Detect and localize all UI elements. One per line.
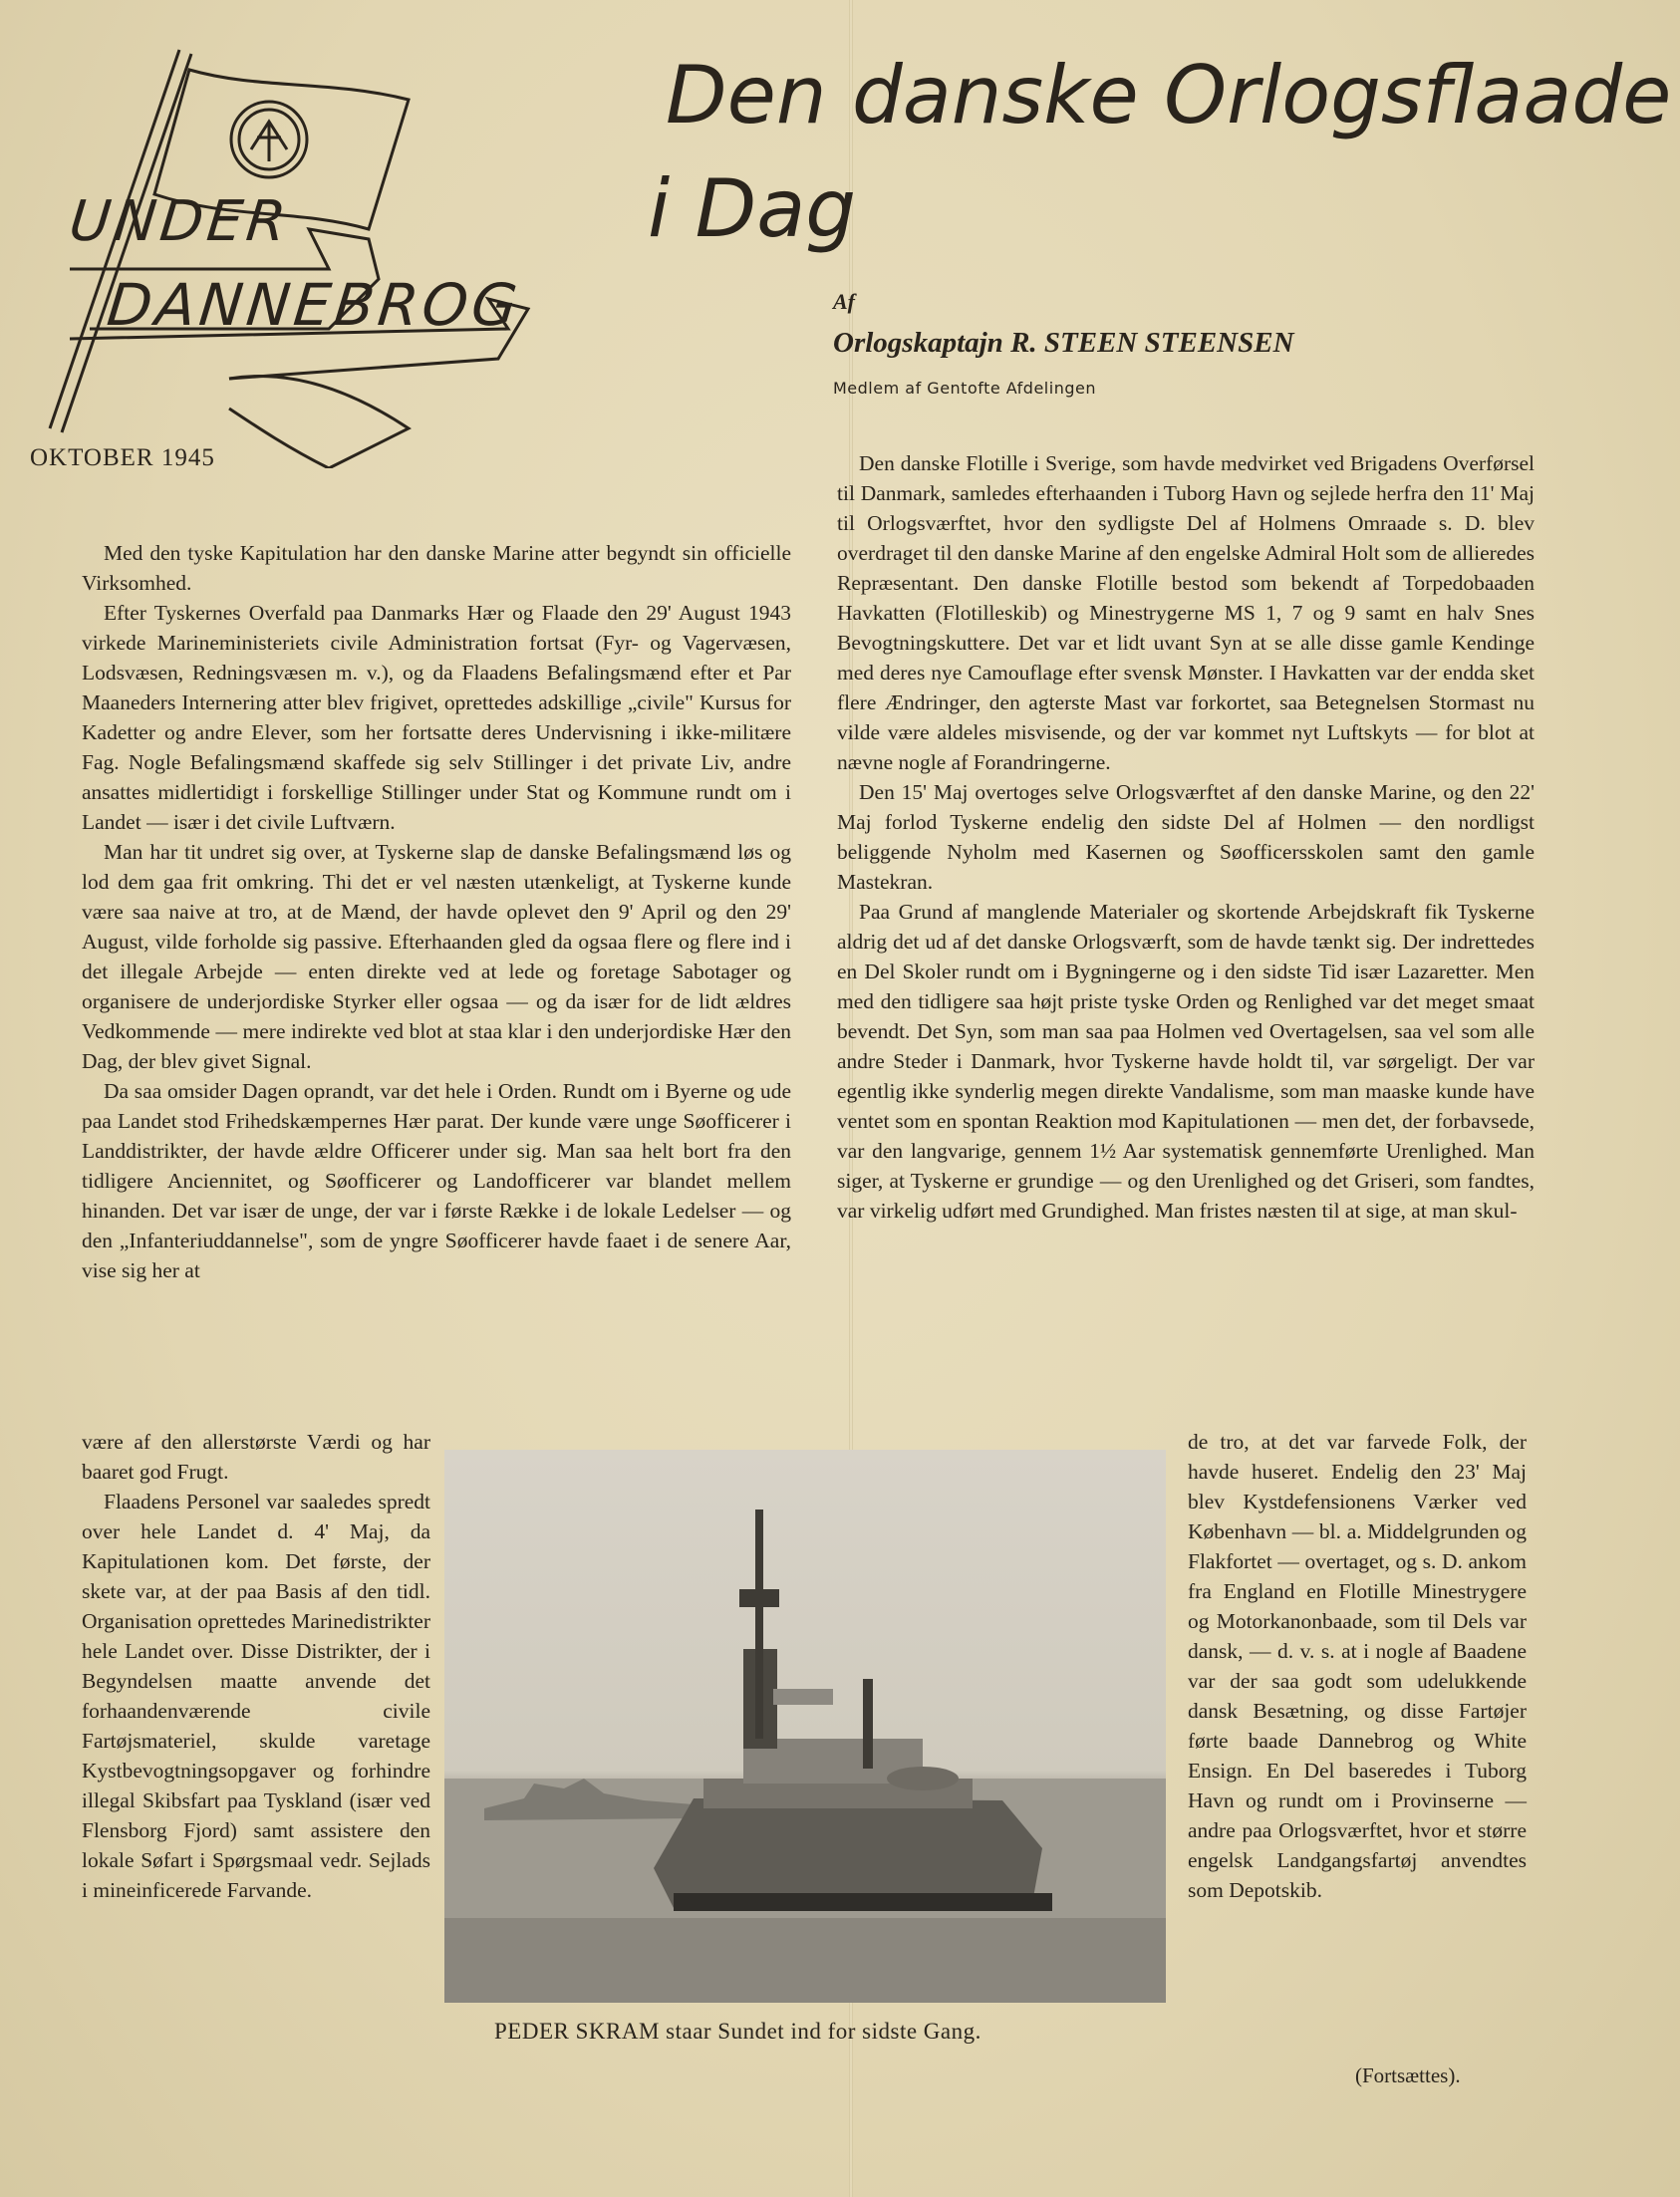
logo-under: UNDER — [66, 189, 293, 254]
left-column — [82, 538, 791, 1285]
right-column — [837, 448, 1535, 1226]
paragraph: Man har tit undret sig over, at Tyskerne slap de danske Befalingsmænd løs og lod dem gaa frit omkring. Thi det er vel næsten utænkeligt, at Tyskerne kunde være saa naive at tro, at de Mænd, der havde oplevet den 9' April og den 29' August, vilde forholde sig passive. Efterhaanden gled da ogsaa flere og flere ind i det illegale Arbejde — enten direkte ved at lede og foretage Sabotager og organisere de underjordiske Styrker eller ogsaa — og da især for de lidt ældres Vedkommende — mere indirekte ved blot at staa klar i den underjordiske Hær den Dag, der blev givet Signal. — [82, 840, 791, 1073]
paragraph: Paa Grund af manglende Materialer og skortende Arbejdskraft fik Tyskerne aldrig det ud af det danske Orlogsværft, som de havde tænkt sig. Der indrettedes en Del Skoler rundt om i Bygningerne og i den sidste Tid især Lazaretter. Men med den tidligere saa højt priste tyske Orden og Renlighed var det meget smaat bevendt. Det Syn, som man saa paa Holmen ved Overtagelsen, saa vel som alle andre Steder i Danmark, hvor Tyskerne havde holdt til, var sørgeligt. Der var egentlig ikke synderlig megen direkte Vandalisme, som man maaske kunde have ventet som en spontan Reaktion mod Kapitulationen — men det, der forbavsede, var den langvarige, gennem 1½ Aar systematisk gennemførte Urenlighed. Man siger, at Tyskerne er grundige — og den Urenlighed og det Griseri, som fandtes, var virkelig udført med Grundighed. Man fristes næsten til at sige, at man skul- — [837, 900, 1535, 1223]
author-note: Medlem af Gentofte Afdelingen — [833, 379, 1096, 398]
right-narrow-column — [1188, 1427, 1527, 1905]
paragraph: være af den allerstørste Værdi og har baaret god Frugt. — [82, 1430, 430, 1484]
issue-date: OKTOBER 1945 — [30, 444, 215, 471]
logo-dannebrog: DANNEBROG — [104, 271, 525, 339]
paragraph: Den danske Flotille i Sverige, som havde medvirket ved Brigadens Overførsel til Danmark, samledes efterhaanden i Tuborg Havn og sejlede herfra den 11' Maj til Orlogsværftet, hvor den sydligste Del af Holmens Omraade s. D. blev overdraget til den danske Marine af den engelske Admiral Holt som de allieredes Repræsentant. Den danske Flotille bestod som bekendt af Torpedobaaden Havkatten (Flotilleskib) og Minestrygerne MS 1, 7 og 9 samt en halv Snes Bevogtningskuttere. Det var et lidt uvant Syn at se alle disse gamle Kendinge med deres nye Camouflage efter svensk Mønster. I Havkatten var der endda sket flere Ændringer, den agterste Mast var forkortet, saa Betegnelsen Stormast nu vilde være aldeles misvisende, og der var kommet nyt Luftskyts — for blot at nævne nogle af Forandringerne. — [837, 451, 1535, 774]
paragraph: Flaadens Personel var saaledes spredt over hele Landet d. 4' Maj, da Kapitulationen kom. Det første, der skete var, at der paa Basis af den tidl. Organisation oprettedes Marinedistrikter hele Landet over. Disse Distrikter, der i Begyndelsen maatte anvende det forhaandenværende civile Fartøjsmateriel, skulde varetage Kystbevogtningsopgaver og forhindre illegal Skibsfart paa Tyskland (især ved Flensborg Fjord) samt assistere den lokale Søfart i Spørgsmaal vedr. Sejlads i mineinficerede Farvande. — [82, 1490, 430, 1902]
paragraph: Den 15' Maj overtoges selve Orlogsværftet af den danske Marine, og den 22' Maj forlod Tyskerne endelig den sidste Del af Holmen — den nordligst beliggende Nyholm med Kasernen og Søofficersskolen samt den gamle Mastekran. — [837, 780, 1535, 894]
left-narrow-column — [82, 1427, 430, 1905]
paragraph: de tro, at det var farvede Folk, der havde huseret. Endelig den 23' Maj blev Kystdefensionens Værker ved København — bl. a. Middelgrunden og Flakfortet — overtaget, og s. D. ankom fra England en Flotille Minestrygere og Motorkanonbaade, som til Dels var dansk, — d. v. s. at i nogle af Baadene var der saa godt som udelukkende dansk Besætning, og disse Fartøjer førte baade Dannebrog og White Ensign. En Del baseredes i Tuborg Havn og rundt om i Provinserne — andre paa Orlogsværftet, hvor et større engelsk Landgangsfartøj anvendtes som Depotskib. — [1188, 1430, 1527, 1902]
masthead-logo — [30, 30, 548, 468]
continued-note: (Fortsættes). — [1355, 2063, 1461, 2087]
paragraph: Efter Tyskernes Overfald paa Danmarks Hær og Flaade den 29' August 1943 virkede Marineministeriets civile Administration fortsat (Fyr- og Vagervæsen, Lodsvæsen, Redningsvæsen m. v.), og da Flaadens Befalingsmænd efter et Par Maaneders Internering atter blev frigivet, oprettedes adskillige „civile" Kursus for Kadetter og andre Elever, som her fortsatte deres Undervisning i ikke-militære Fag. Nogle Befalingsmænd skaffede sig selv Stillinger i det private Liv, andre ansattes midlertidigt i forskellige Stillinger under Stat og Kommune rundt om i Landet — især i det civile Luftværn. — [82, 601, 791, 834]
photo-caption: PEDER SKRAM staar Sundet ind for sidste Gang. — [494, 2019, 981, 2044]
author-name: Orlogskaptajn R. STEEN STEENSEN — [833, 327, 1294, 359]
article-title-line1: Den danske Orlogsflaade — [666, 49, 1672, 141]
warship-illustration-icon — [444, 1450, 1166, 2003]
article-title-line2: i Dag — [648, 162, 857, 255]
ship-photo — [444, 1450, 1166, 2003]
paragraph: Med den tyske Kapitulation har den danske Marine atter begyndt sin officielle Virksomhed. — [82, 541, 791, 595]
byline-prefix: Af — [833, 289, 855, 314]
paragraph: Da saa omsider Dagen oprandt, var det hele i Orden. Rundt om i Byerne og ude paa Landet stod Frihedskæmpernes Hær parat. Der kunde være unge Søofficerer i Landdistrikter, der havde ældre Officerer under sig. Man saa helt bort fra den tidligere Anciennitet, og Søofficerer og Landofficerer var blandet mellem hinanden. Det var især de unge, der var i første Række i de lokale Ledelser — og den „Infanteriuddannelse", som de yngre Søofficerer havde faaet i de senere Aar, vise sig her at — [82, 1079, 791, 1282]
